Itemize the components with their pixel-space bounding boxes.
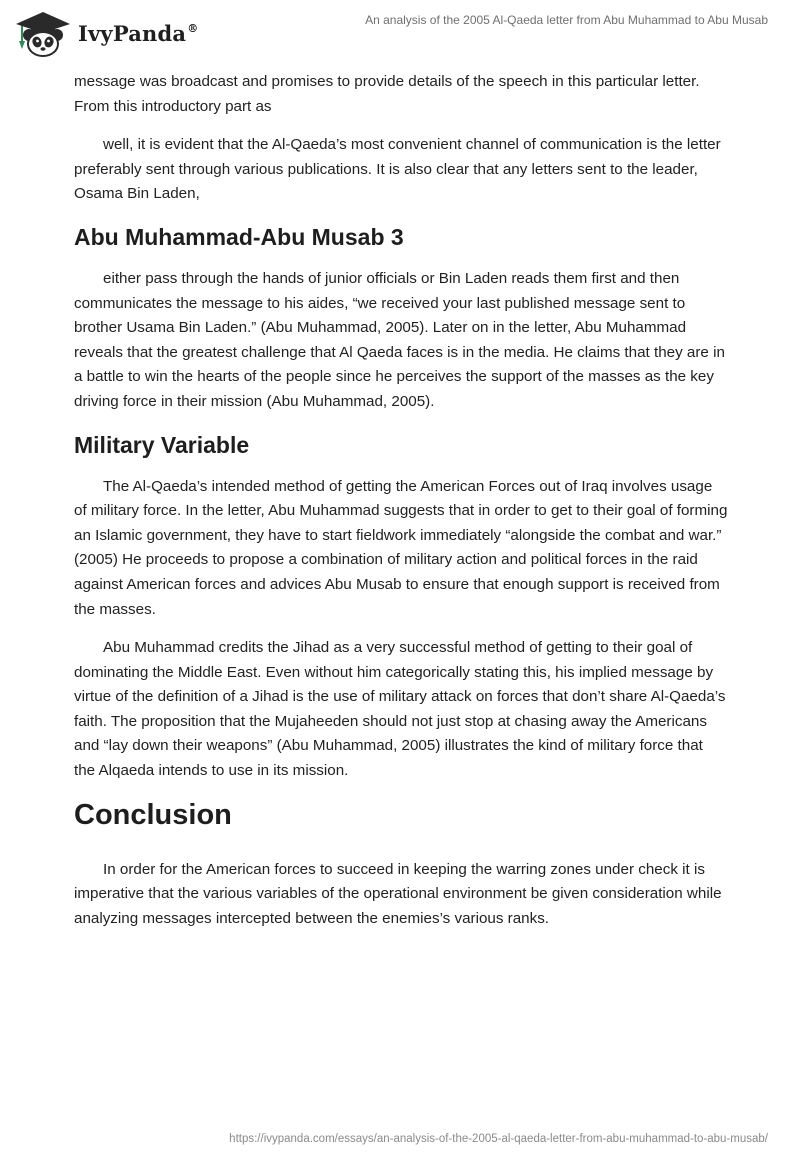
page-header (0, 0, 800, 64)
document-title: An analysis of the 2005 Al-Qaeda letter from Abu Muhammad to Abu Musab (365, 13, 768, 27)
heading-military-variable: Military Variable (74, 431, 250, 458)
essay-content (74, 70, 728, 945)
registered-mark: ® (187, 21, 199, 35)
source-url[interactable]: https://ivypanda.com/essays/an-analysis-of-the-2005-al-qaeda-letter-from-abu-muhammad-to-abu-musab/ (229, 1133, 768, 1145)
heading-conclusion: Conclusion (74, 798, 232, 831)
paragraph-military-force: The Al-Qaeda’s intended method of getting the American Forces out of Iraq involves usage of military force. In the letter, Abu Muhammad suggests that in order to get to their goal of forming an Islamic government, they have to start fieldwork immediately “alongside the combat and war.” (2005) He proceeds to propose a combination of military action and political forces in the raid against American forces and advices Abu Musab to ensure that enough support is received from the masses. (74, 477, 728, 618)
brand-logo[interactable] (14, 8, 198, 58)
heading-abu-muhammad: Abu Muhammad-Abu Musab 3 (74, 223, 404, 250)
paragraph-continued: message was broadcast and promises to provide details of the speech in this particular letter. From this introductory part as (74, 73, 700, 115)
brand-name (78, 21, 198, 46)
panda-graduate-icon (14, 8, 72, 58)
paragraph-junior-officials: either pass through the hands of junior officials or Bin Laden reads them first and then communicates the message to his aides, “we received your last published message sent to brother Usama Bin Laden.” (Abu Muhammad, 2005). Later on in the letter, Abu Muhammad reveals that the greatest challenge that Al Qaeda faces is in the media. He claims that they are in a battle to win the hearts of the people since he perceives the support of the masses as the key driving force in their mission (Abu Muhammad, 2005). (74, 269, 725, 410)
paragraph-channel: well, it is evident that the Al-Qaeda’s most convenient channel of communication is the letter preferably sent through various publications. It is also clear that any letters sent to the leader, Osama Bin Laden, (74, 136, 721, 203)
brand-name-text: IvyPanda (78, 20, 187, 46)
paragraph-jihad: Abu Muhammad credits the Jihad as a very successful method of getting to their goal of dominating the Middle East. Even without him categorically stating this, his implied message by virtue of the definition of a Jihad is the use of military attack on forces that don’t share Al-Qaeda’s faith. The proposition that the Mujaheeden should not just stop at chasing away the Americans and “lay down their weapons” (Abu Muhammad, 2005) illustrates the kind of military force that the Alqaeda intends to use in its mission. (74, 639, 726, 780)
paragraph-conclusion: In order for the American forces to succeed in keeping the warring zones under check it is imperative that the various variables of the operational environment be given consideration while analyzing messages intercepted between the enemies’s various ranks. (74, 860, 722, 927)
